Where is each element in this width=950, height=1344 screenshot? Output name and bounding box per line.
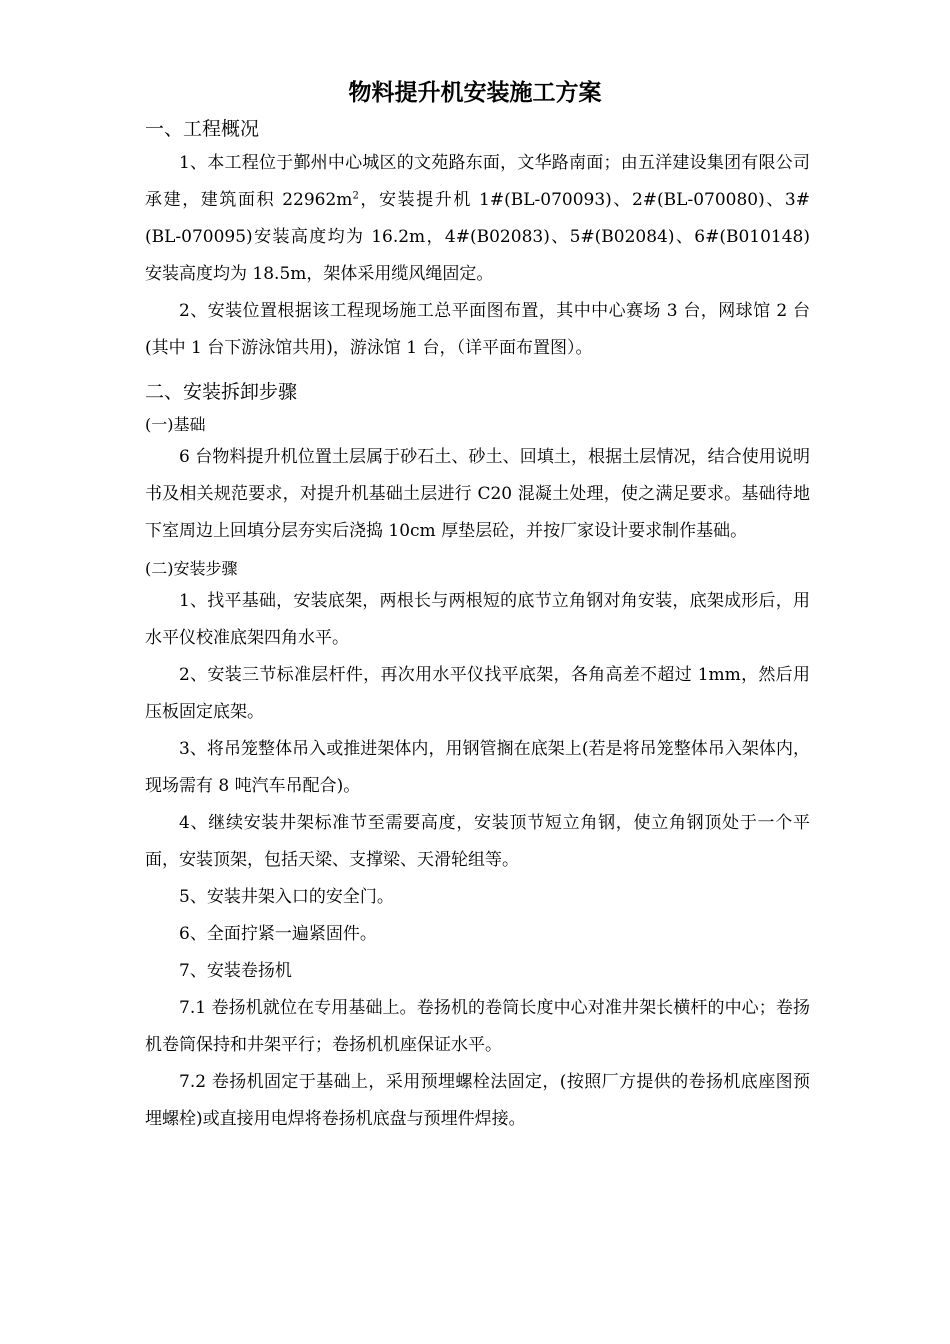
paragraph-overview-2: 2、安装位置根据该工程现场施工总平面图布置，其中中心赛场 3 台，网球馆 2 台(其中 1 台下游泳馆共用)，游泳馆 1 台，（详平面布置图）。 bbox=[145, 301, 810, 358]
superscript-2: 2 bbox=[352, 190, 359, 202]
document-title: 物料提升机安装施工方案 bbox=[348, 80, 602, 106]
paragraph-step-1: 1、找平基础，安装底架，两根长与两根短的底节立角钢对角安装，底架成形后，用水平仪校准底架四角水平。 bbox=[145, 591, 810, 648]
paragraph-overview-1 bbox=[145, 145, 810, 293]
paragraph-step-5: 5、安装井架入口的安全门。 bbox=[179, 887, 394, 907]
section-heading-install-steps: 二、安装拆卸步骤 bbox=[145, 381, 298, 403]
paragraph-foundation: 6 台物料提升机位置土层属于砂石土、砂土、回填土，根据土层情况，结合使用说明书及相关规范要求，对提升机基础土层进行 C20 混凝土处理，使之满足要求。基础待地下室周边上回填分层夯实后浇捣 10cm 厚垫层砼，并按厂家设计要求制作基础。 bbox=[145, 447, 810, 541]
paragraph-overview-1-part-a: 1、本工程位于鄞州中心城区的文苑路东面，文华路南面；由五洋建设集团有限公司承建，建筑面积 22962m bbox=[145, 153, 810, 210]
paragraph-step-3: 3、将吊笼整体吊入或推进架体内，用钢管搁在底架上(若是将吊笼整体吊入架体内，现场需有 8 吨汽车吊配合)。 bbox=[145, 739, 810, 796]
section-heading-overview: 一、工程概况 bbox=[145, 118, 260, 140]
document-body bbox=[145, 116, 810, 1138]
paragraph-step-2: 2、安装三节标准层杆件，再次用水平仪找平底架，各角高差不超过 1mm，然后用压板固定底架。 bbox=[145, 665, 810, 722]
subsection-heading-foundation: (一)基础 bbox=[145, 415, 206, 434]
paragraph-step-7: 7、安装卷扬机 bbox=[179, 961, 292, 981]
paragraph-step-7-2: 7.2 卷扬机固定于基础上，采用预埋螺栓法固定，(按照厂方提供的卷扬机底座图预埋螺栓)或直接用电焊将卷扬机底盘与预埋件焊接。 bbox=[145, 1072, 810, 1129]
paragraph-step-4: 4、继续安装井架标准节至需要高度，安装顶节短立角钢，使立角钢顶处于一个平面，安装顶架，包括天梁、支撑梁、天滑轮组等。 bbox=[145, 813, 810, 870]
paragraph-overview-1-part-b: ，安装提升机 1#(BL-070093)、2#(BL-070080)、3#(BL-070095)安装高度均为 16.2m，4#(B02083)、5#(B02084)、6#(B010148) 安装高度均为 18.5m，架体采用缆风绳固定。 bbox=[145, 190, 810, 284]
paragraph-step-6: 6、全面拧紧一遍紧固件。 bbox=[179, 924, 377, 944]
subsection-heading-steps: (二)安装步骤 bbox=[145, 559, 238, 578]
paragraph-step-7-1: 7.1 卷扬机就位在专用基础上。卷扬机的卷筒长度中心对准井架长横杆的中心；卷扬机卷筒保持和井架平行；卷扬机机座保证水平。 bbox=[145, 998, 810, 1055]
